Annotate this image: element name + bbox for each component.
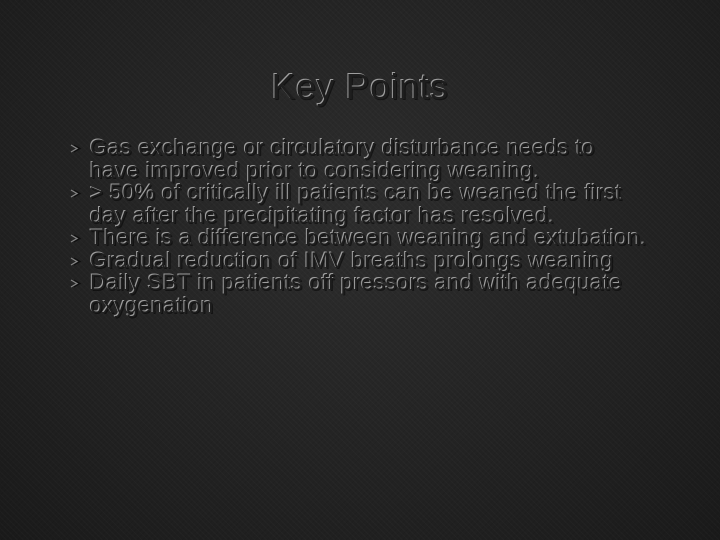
- bullet-text: Gradual reduction of IMV breaths prolongs weaning: [90, 247, 614, 273]
- chevron-bullet-icon: [70, 278, 83, 289]
- bullet-text: > 50% of critically ill patients can be weaned the first day after the precipitating factor has resolved.: [90, 180, 623, 228]
- bullet-text: Gas exchange or circulatory disturbance needs to have improved prior to considering weaning.: [90, 135, 595, 183]
- chevron-bullet-icon: [70, 256, 83, 267]
- bullet-list: [70, 137, 650, 317]
- bullet-text: Daily SBT in patients off pressors and with adequate oxygenation: [90, 270, 623, 318]
- chevron-bullet-icon: [70, 233, 83, 244]
- bullet-item: [70, 247, 650, 273]
- bullet-item: [70, 182, 650, 227]
- chevron-bullet-icon: [70, 143, 83, 154]
- bullet-text: There is a difference between weaning and extubation.: [90, 225, 647, 250]
- slide-title: Key Points: [271, 66, 449, 107]
- bullet-item: [70, 272, 650, 317]
- bullet-item: [70, 227, 650, 250]
- chevron-bullet-icon: [70, 188, 83, 199]
- bullet-item: [70, 137, 650, 182]
